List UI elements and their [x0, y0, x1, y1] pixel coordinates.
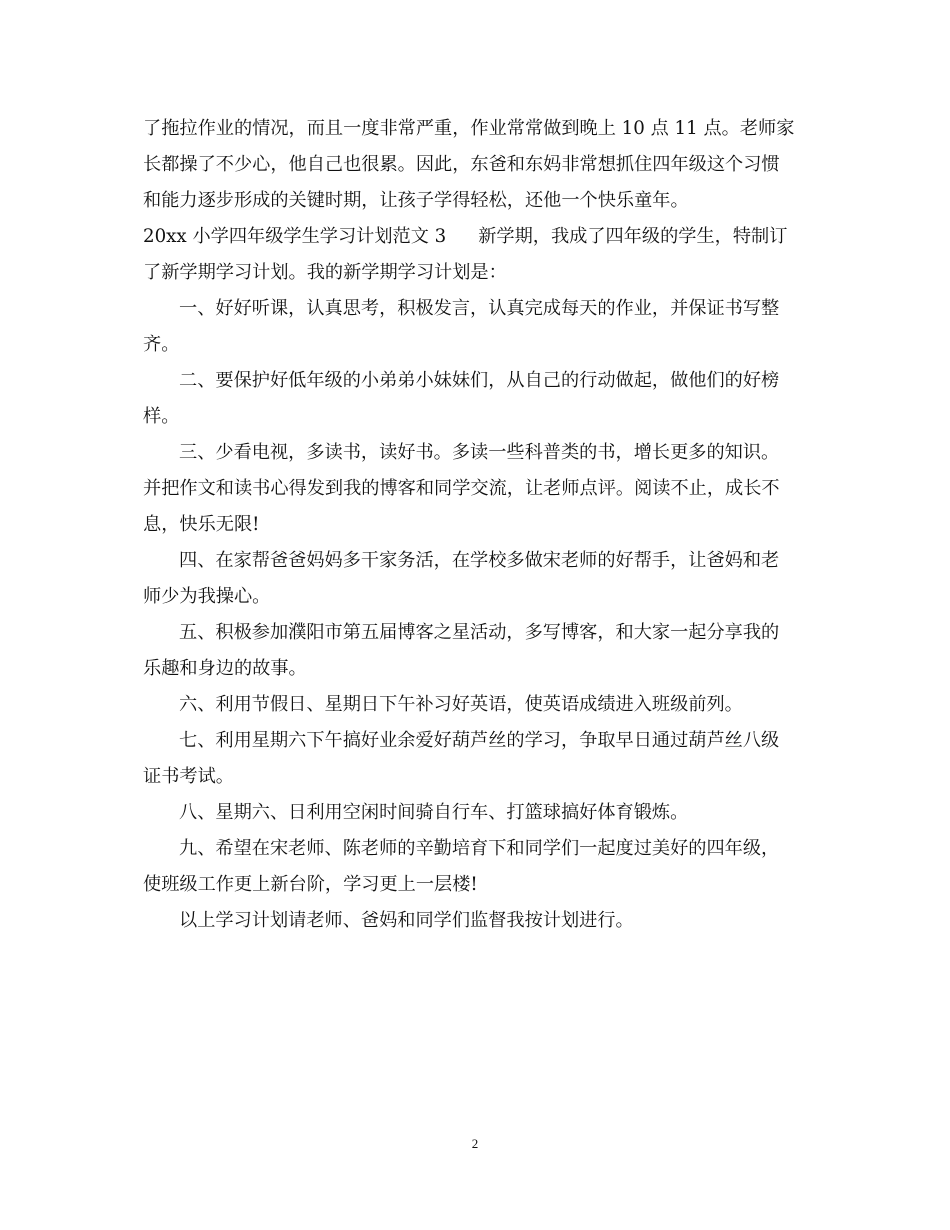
- list-item-line: 四、在家帮爸爸妈妈多干家务活，在学校多做宋老师的好帮手，让爸妈和老: [179, 550, 780, 571]
- closing-line: 以上学习计划请老师、爸妈和同学们监督我按计划进行。: [179, 910, 634, 931]
- list-item-line: 一、好好听课，认真思考，积极发言，认真完成每天的作业，并保证书写整: [179, 298, 780, 319]
- list-item-line: 六、利用节假日、星期日下午补习好英语，使英语成绩进入班级前列。: [179, 694, 743, 715]
- document-body: [143, 111, 808, 939]
- page-number: 2: [471, 1136, 479, 1151]
- list-item-line: 三、少看电视，多读书，读好书。多读一些科普类的书，增长更多的知识。: [179, 442, 780, 463]
- list-item-continuation: 使班级工作更上新台阶，学习更上一层楼!: [143, 874, 478, 895]
- list-item-continuation: 息，快乐无限!: [143, 514, 260, 535]
- paragraph-line: 和能力逐步形成的关键时期，让孩子学得轻松，还他一个快乐童年。: [143, 190, 689, 211]
- list-item-continuation: 师少为我操心。: [143, 586, 271, 607]
- list-item-continuation: 证书考试。: [143, 766, 234, 787]
- paragraph-line: 长都操了不少心，他自己也很累。因此，东爸和东妈非常想抓住四年级这个习惯: [143, 154, 780, 175]
- paragraph-line: 了新学期学习计划。我的新学期学习计划是：: [143, 262, 507, 283]
- section-title-line: [143, 219, 808, 255]
- list-item-continuation: 乐趣和身边的故事。: [143, 658, 307, 679]
- list-item-line: 八、星期六、日利用空闲时间骑自行车、打篮球搞好体育锻炼。: [179, 802, 689, 823]
- section-title: 20xx 小学四年级学生学习计划范文 3: [143, 226, 447, 247]
- list-item-line: 二、要保护好低年级的小弟弟小妹妹们，从自己的行动做起，做他们的好榜: [179, 370, 780, 391]
- paragraph-line: 了拖拉作业的情况，而且一度非常严重，作业常常做到晚上 10 点 11 点。老师家: [143, 118, 795, 139]
- list-item-line: 五、积极参加濮阳市第五届博客之星活动，多写博客，和大家一起分享我的: [179, 622, 780, 643]
- list-item-line: 九、希望在宋老师、陈老师的辛勤培育下和同学们一起度过美好的四年级，: [179, 838, 780, 859]
- list-item-line: 七、利用星期六下午搞好业余爱好葫芦丝的学习，争取早日通过葫芦丝八级: [179, 730, 780, 751]
- list-item-continuation: 样。: [143, 406, 180, 427]
- list-item-continuation: 并把作文和读书心得发到我的博客和同学交流，让老师点评。阅读不止，成长不: [143, 478, 780, 499]
- list-item-continuation: 齐。: [143, 334, 180, 355]
- title-continuation: 新学期，我成了四年级的学生，特制订: [478, 226, 788, 247]
